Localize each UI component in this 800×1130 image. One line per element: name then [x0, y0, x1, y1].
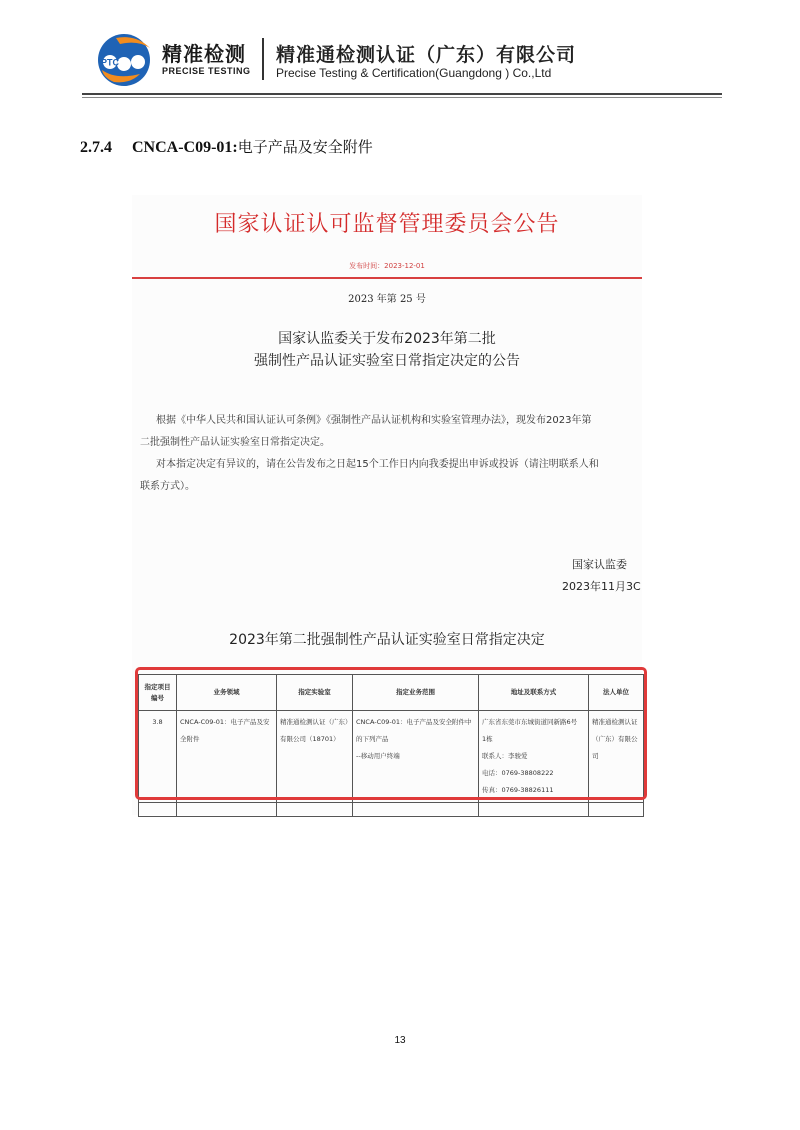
cell-code: 3.8: [139, 711, 177, 803]
announcement-heading-line1: 国家认监委关于发布2023年第二批: [278, 331, 496, 347]
page-number: 13: [394, 1035, 406, 1046]
fax-number: 传真：0769-38826111: [482, 786, 554, 794]
highlight-box: [135, 667, 647, 800]
header-cell: 指定项目编号: [139, 675, 177, 711]
header-rule-thin: [82, 97, 722, 98]
scope-line: CNCA-C09-01：电子产品及安全附件中的下列产品: [356, 718, 472, 743]
phone-number: 电话：0769-38808222: [482, 769, 554, 777]
header-divider: [262, 38, 264, 80]
logo-letter-p: PTC: [101, 57, 119, 68]
address-line: 1栋: [482, 735, 493, 743]
announcement-heading-line2: 强制性产品认证实验室日常指定决定的公告: [254, 353, 520, 369]
brand-name-cn: 精准检测: [162, 42, 246, 66]
body-paragraph-2-cont: 联系方式）。: [140, 481, 195, 492]
cell-legal-entity: 精准通检测认证（广东）有限公司: [589, 711, 644, 803]
decision-title: 2023年第二批强制性产品认证实验室日常指定决定: [229, 632, 545, 648]
section-title: 电子产品及安全附件: [237, 138, 373, 156]
address-line: 广东省东莞市东城街道同新路6号: [482, 718, 578, 726]
body-paragraph-1-cont: 二批强制性产品认证实验室日常指定决定。: [140, 437, 330, 448]
header-rule: [82, 93, 722, 95]
contact-person: 联系人：李骏爱: [482, 752, 528, 760]
section-number: 2.7.4: [80, 139, 112, 156]
cell-field: CNCA-C09-01：电子产品及安全附件: [177, 711, 277, 803]
header-cell: 地址及联系方式: [479, 675, 589, 711]
header-cell: 指定业务范围: [353, 675, 479, 711]
section-heading: [80, 136, 373, 157]
signature-date: 2023年11月3C: [562, 580, 641, 593]
page-header: [0, 0, 800, 100]
announcement-title: 国家认证认可监督管理委员会公告: [214, 212, 560, 237]
section-code: CNCA-C09-01:: [132, 139, 238, 156]
publish-date: 发布时间：2023-12-01: [349, 262, 425, 270]
body-paragraph-2: 对本指定决定有异议的，请在公告发布之日起15个工作日内向我委提出申诉或投诉（请注明联系人和: [156, 459, 599, 470]
company-name-cn: 精准通检测认证（广东）有限公司: [276, 44, 577, 66]
signature: 国家认监委: [572, 558, 627, 571]
scope-line: --移动用户终端: [356, 752, 400, 760]
header-cell: 指定实验室: [277, 675, 353, 711]
cell-lab: 精准通检测认证（广东）有限公司（18701）: [277, 711, 353, 803]
announcement-number: 2023 年第 25 号: [348, 294, 426, 305]
header-cell: 法人单位: [589, 675, 644, 711]
table-row: [139, 803, 644, 817]
ptc-logo-icon: [96, 30, 156, 88]
brand-name-en: PRECISE TESTING: [162, 66, 251, 76]
company-name-en: Precise Testing & Certification(Guangdong ) Co.,Ltd: [276, 66, 552, 80]
body-paragraph-1: 根据《中华人民共和国认证认可条例》《强制性产品认证机构和实验室管理办法》，现发布2023年第: [156, 415, 592, 426]
red-rule: [132, 277, 642, 279]
header-cell: 业务领域: [177, 675, 277, 711]
